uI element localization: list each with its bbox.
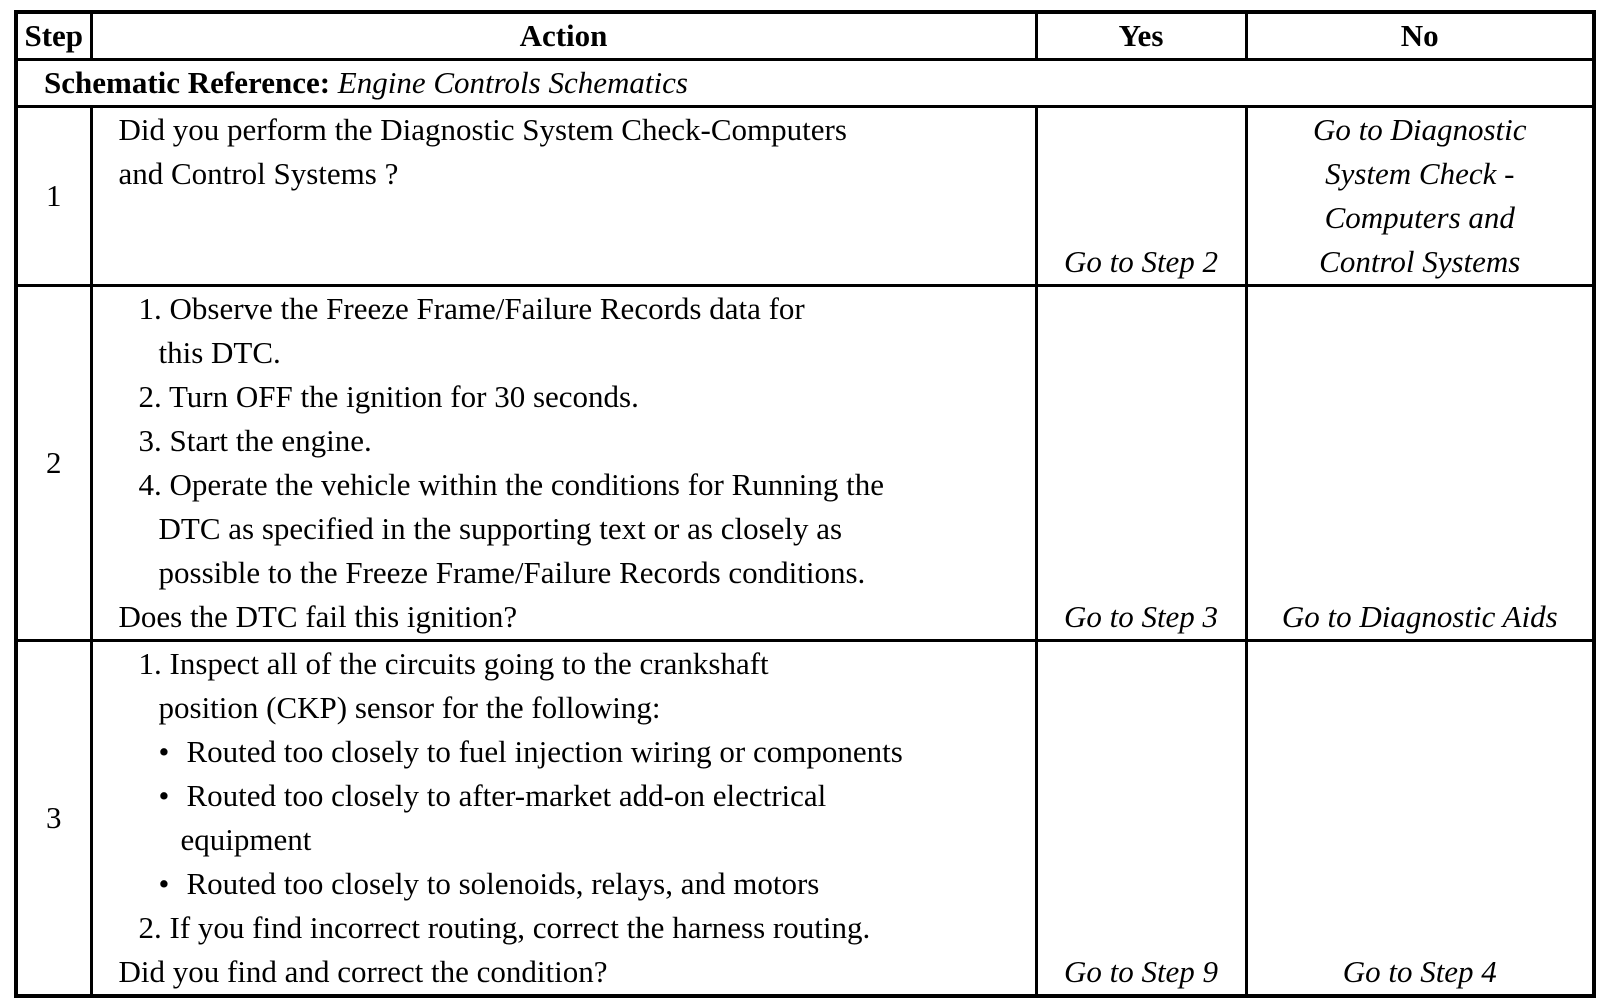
action-line: and Control Systems ? [118, 156, 399, 191]
schematic-row [16, 60, 1594, 107]
action-line: 3. Start the engine. [138, 423, 372, 458]
header-no: No [1246, 12, 1594, 60]
action-line: 1. Inspect all of the circuits going to the crankshaft [138, 646, 769, 681]
schematic-reference [16, 60, 1594, 107]
yes-cell: Go to Step 3 [1036, 286, 1246, 641]
bullet-item: • Routed too closely to fuel injection wiring or components [119, 730, 1035, 774]
bullet-item-continuation: equipment [180, 822, 312, 857]
action-cell [91, 286, 1036, 641]
action-line: Did you perform the Diagnostic System Check-Computers [118, 112, 847, 147]
no-line: Computers and [1324, 200, 1515, 235]
schematic-link: Engine Controls Schematics [337, 65, 688, 100]
action-question: Does the DTC fail this ignition? [118, 599, 518, 634]
action-cell [91, 641, 1036, 997]
action-line: 2. Turn OFF the ignition for 30 seconds. [138, 379, 639, 414]
action-cell [91, 107, 1036, 286]
table-row [16, 286, 1594, 641]
action-line: 4. Operate the vehicle within the conditions for Running the [138, 467, 885, 502]
header-action: Action [91, 12, 1036, 60]
step-number: 1 [16, 107, 91, 286]
no-cell: Go to Step 4 [1246, 641, 1594, 997]
action-line: 1. Observe the Freeze Frame/Failure Records data for [138, 291, 805, 326]
action-line: this DTC. [158, 335, 281, 370]
action-line: possible to the Freeze Frame/Failure Records conditions. [158, 555, 866, 590]
no-cell [1246, 107, 1594, 286]
action-line: position (CKP) sensor for the following: [158, 690, 661, 725]
action-line: DTC as specified in the supporting text or as closely as [158, 511, 843, 546]
table-row [16, 641, 1594, 997]
table-row [16, 107, 1594, 286]
action-question: Did you find and correct the condition? [118, 954, 608, 989]
yes-cell: Go to Step 9 [1036, 641, 1246, 997]
step-number: 3 [16, 641, 91, 997]
action-line: 2. If you find incorrect routing, correct the harness routing. [138, 910, 871, 945]
diagnostic-table [14, 10, 1596, 998]
step-number: 2 [16, 286, 91, 641]
header-row [16, 12, 1594, 60]
no-line: Control Systems [1319, 244, 1521, 279]
no-line: Go to Diagnostic [1312, 112, 1527, 147]
bullet-item: • Routed too closely to solenoids, relays, and motors [119, 862, 1035, 906]
yes-cell: Go to Step 2 [1036, 107, 1246, 286]
no-line: System Check - [1325, 156, 1515, 191]
bullet-item: • Routed too closely to after-market add-on electrical [119, 774, 1035, 818]
no-cell: Go to Diagnostic Aids [1246, 286, 1594, 641]
header-step: Step [16, 12, 91, 60]
header-yes: Yes [1036, 12, 1246, 60]
schematic-label: Schematic Reference: [44, 65, 331, 100]
